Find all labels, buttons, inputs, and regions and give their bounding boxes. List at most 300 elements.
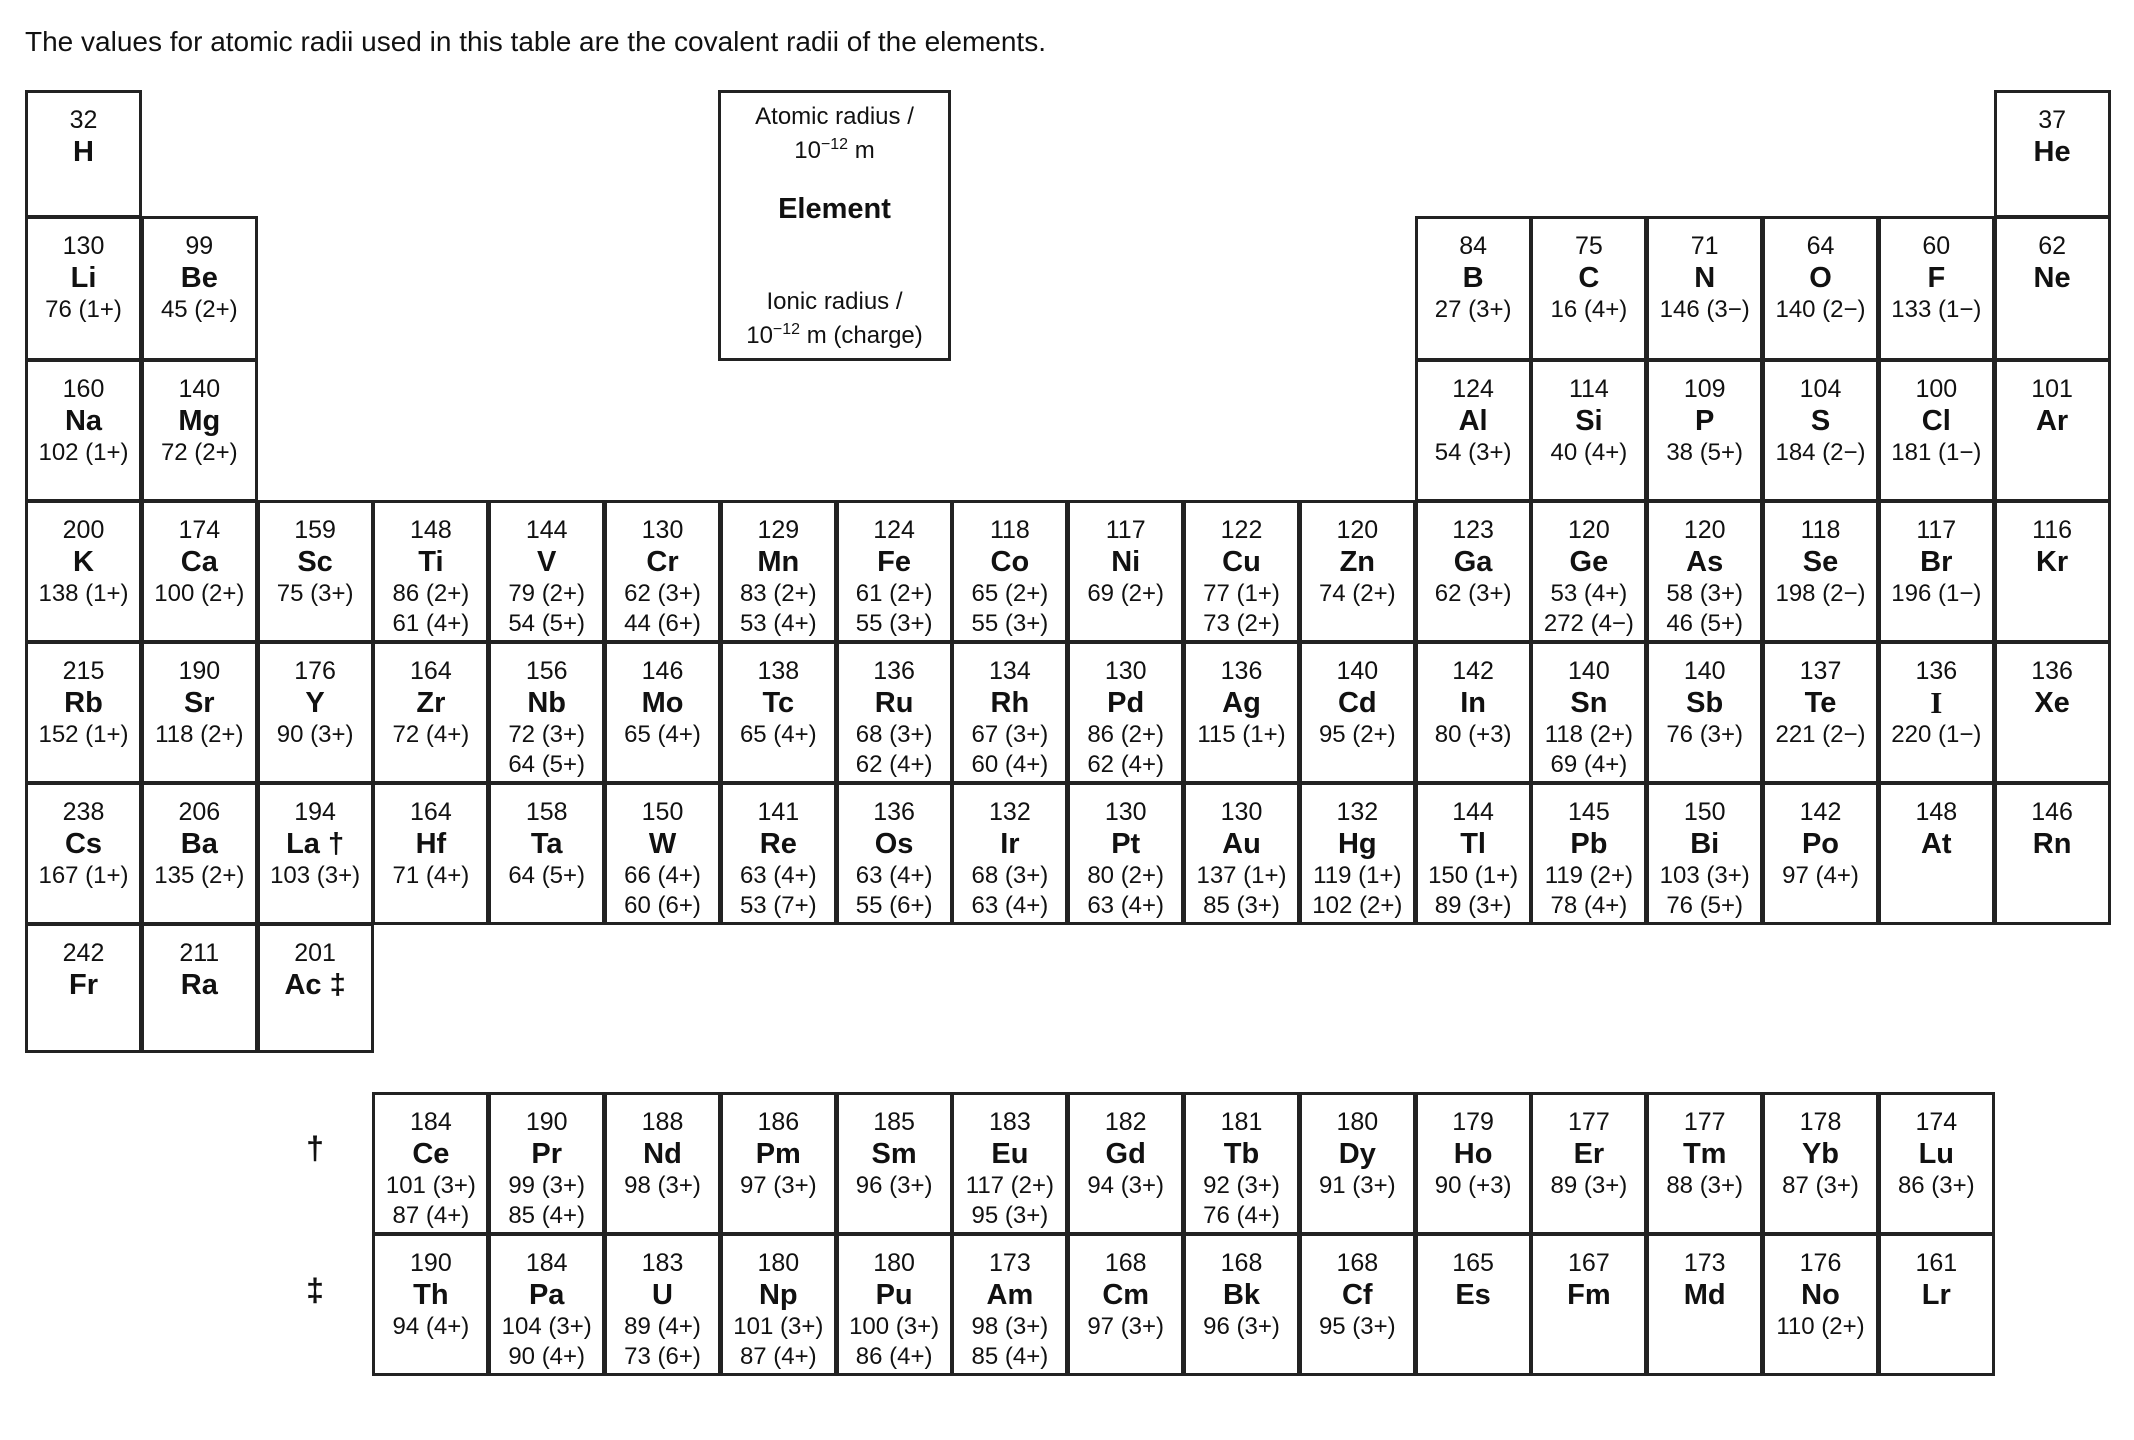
element-cell-pr <box>488 1092 605 1235</box>
ionic-radius: 88 (3+) <box>1666 1172 1744 1199</box>
element-symbol: Be <box>180 262 218 294</box>
ionic-radius: 85 (4+) <box>971 1343 1049 1370</box>
ionic-radius: 101 (3+) <box>733 1313 824 1340</box>
element-cell-al <box>1415 359 1532 502</box>
atomic-radius: 100 <box>1915 375 1958 403</box>
element-symbol: Pd <box>1107 687 1145 719</box>
ionic-radius: 89 (4+) <box>624 1313 701 1340</box>
ionic-radius: 68 (3+) <box>855 721 933 748</box>
element-symbol: Xe <box>2034 687 2070 719</box>
element-cell-mg <box>141 359 258 502</box>
atomic-radius: 114 <box>1568 375 1609 403</box>
element-cell-tm <box>1646 1092 1763 1235</box>
element-cell-sn <box>1530 641 1647 784</box>
ionic-radius: 65 (4+) <box>624 721 701 748</box>
element-symbol: Ho <box>1453 1138 1493 1170</box>
element-cell-ag <box>1183 641 1300 784</box>
element-cell-ta <box>488 782 605 925</box>
element-cell-hf <box>372 782 489 925</box>
ionic-radius: 61 (2+) <box>855 580 933 607</box>
ionic-radius: 119 (1+) <box>1313 862 1402 889</box>
ionic-radius: 65 (4+) <box>739 721 817 748</box>
element-cell-br <box>1878 500 1995 643</box>
element-cell-am <box>951 1233 1068 1376</box>
atomic-radius: 130 <box>1220 798 1263 826</box>
element-symbol: Bi <box>1690 828 1720 860</box>
element-symbol: C <box>1578 262 1600 294</box>
element-cell-po <box>1762 782 1879 925</box>
element-cell-tb <box>1183 1092 1300 1235</box>
atomic-radius: 124 <box>1452 375 1494 403</box>
element-symbol: Rh <box>990 687 1030 719</box>
ionic-radius: 63 (4+) <box>1087 892 1165 919</box>
element-cell-lu <box>1878 1092 1995 1235</box>
ionic-radius: 86 (2+) <box>1087 721 1165 748</box>
element-cell-si <box>1530 359 1647 502</box>
atomic-radius: 161 <box>1915 1249 1958 1277</box>
element-cell-as <box>1646 500 1763 643</box>
atomic-radius: 64 <box>1806 232 1835 260</box>
element-symbol: Ne <box>2033 262 2071 294</box>
element-cell-lr <box>1878 1233 1995 1376</box>
ionic-radius: 62 (4+) <box>1087 751 1165 778</box>
element-symbol: Pu <box>875 1279 913 1311</box>
element-cell-bi <box>1646 782 1763 925</box>
ionic-radius: 90 (3+) <box>276 721 354 748</box>
element-cell-ce <box>372 1092 489 1235</box>
element-symbol: Rb <box>64 687 103 719</box>
element-symbol: Tm <box>1682 1138 1727 1170</box>
ionic-radius: 221 (2−) <box>1775 721 1866 748</box>
atomic-radius: 146 <box>2031 798 2073 826</box>
element-symbol: Nb <box>527 687 567 719</box>
element-symbol: P <box>1695 405 1715 437</box>
element-symbol: Te <box>1804 687 1837 719</box>
ionic-radius: 60 (4+) <box>971 751 1049 778</box>
ionic-radius: 58 (3+) <box>1666 580 1744 607</box>
element-symbol: Ti <box>418 546 444 578</box>
ionic-radius: 68 (3+) <box>971 862 1049 889</box>
element-symbol: O <box>1809 262 1832 294</box>
element-symbol: Li <box>70 262 97 294</box>
element-cell-pa <box>488 1233 605 1376</box>
atomic-radius: 136 <box>873 798 915 826</box>
element-symbol: Tl <box>1460 828 1486 860</box>
atomic-radius: 144 <box>525 516 568 544</box>
ionic-radius: 76 (4+) <box>1203 1202 1280 1229</box>
ionic-radius: 90 (+3) <box>1434 1172 1512 1199</box>
element-cell-co <box>951 500 1068 643</box>
element-symbol: Gd <box>1105 1138 1146 1170</box>
element-cell-rh <box>951 641 1068 784</box>
atomic-radius: 129 <box>757 516 800 544</box>
ionic-radius: 69 (2+) <box>1087 580 1165 607</box>
element-symbol: K <box>73 546 94 578</box>
ionic-radius: 73 (6+) <box>624 1343 701 1370</box>
ionic-radius: 53 (4+) <box>1550 580 1628 607</box>
element-cell-cf <box>1299 1233 1416 1376</box>
element-cell-b <box>1415 216 1532 361</box>
element-symbol: Zn <box>1339 546 1376 578</box>
element-cell-mn <box>720 500 837 643</box>
ionic-radius: 72 (3+) <box>508 721 586 748</box>
atomic-radius: 180 <box>873 1249 915 1277</box>
ionic-radius: 196 (1−) <box>1891 580 1982 607</box>
element-symbol: Co <box>990 546 1030 578</box>
element-symbol: Cf <box>1341 1279 1373 1311</box>
element-symbol: Re <box>759 828 797 860</box>
ionic-radius: 97 (3+) <box>1087 1313 1165 1340</box>
element-cell-xe <box>1994 641 2111 784</box>
atomic-radius: 120 <box>1568 516 1610 544</box>
element-cell-pt <box>1067 782 1184 925</box>
element-symbol: At <box>1920 828 1952 860</box>
atomic-radius: 150 <box>641 798 684 826</box>
element-symbol: Al <box>1458 405 1488 437</box>
element-symbol: Fe <box>877 546 912 578</box>
element-symbol: B <box>1462 262 1484 294</box>
element-symbol: Pr <box>531 1138 562 1170</box>
element-symbol: Sc <box>297 546 333 578</box>
ionic-radius: 76 (1+) <box>45 296 122 323</box>
atomic-radius: 138 <box>757 657 800 685</box>
element-cell-h <box>25 90 142 218</box>
atomic-radius: 104 <box>1799 375 1842 403</box>
ionic-radius: 101 (3+) <box>385 1172 476 1199</box>
element-symbol: Si <box>1575 405 1603 437</box>
ionic-radius: 272 (4−) <box>1543 610 1634 637</box>
atomic-radius: 144 <box>1452 798 1494 826</box>
atomic-radius: 136 <box>1915 657 1958 685</box>
element-cell-os <box>836 782 953 925</box>
ionic-radius: 140 (2−) <box>1775 296 1866 323</box>
ionic-radius: 104 (3+) <box>501 1313 592 1340</box>
ionic-radius: 38 (5+) <box>1666 439 1744 466</box>
ionic-radius: 115 (1+) <box>1197 721 1286 748</box>
ionic-radius: 44 (6+) <box>624 610 701 637</box>
element-cell-s <box>1762 359 1879 502</box>
ionic-radius: 63 (4+) <box>971 892 1049 919</box>
atomic-radius: 160 <box>62 375 105 403</box>
element-symbol: Ni <box>1111 546 1141 578</box>
atomic-radius: 32 <box>69 106 98 134</box>
ionic-radius: 64 (5+) <box>508 751 586 778</box>
element-cell-ge <box>1530 500 1647 643</box>
element-symbol: Cr <box>646 546 679 578</box>
atomic-radius: 130 <box>641 516 684 544</box>
element-cell-cs <box>25 782 142 925</box>
element-cell-k <box>25 500 142 643</box>
atomic-radius: 148 <box>410 516 452 544</box>
atomic-radius: 176 <box>294 657 336 685</box>
lanthanide-mark: † <box>306 1130 324 1166</box>
element-symbol: Po <box>1801 828 1840 860</box>
element-cell-kr <box>1994 500 2111 643</box>
element-cell-gd <box>1067 1092 1184 1235</box>
ionic-radius: 90 (4+) <box>508 1343 586 1370</box>
ionic-radius: 40 (4+) <box>1550 439 1628 466</box>
intro-text: The values for atomic radii used in this table are the covalent radii of the elements. <box>25 26 1046 57</box>
element-cell-cd <box>1299 641 1416 784</box>
element-symbol: Md <box>1683 1279 1726 1311</box>
element-symbol: Ar <box>2035 405 2069 437</box>
atomic-radius: 117 <box>1105 516 1146 544</box>
atomic-radius: 183 <box>641 1249 684 1277</box>
element-symbol: Pa <box>528 1279 565 1311</box>
element-symbol: Br <box>1920 546 1953 578</box>
ionic-radius: 110 (2+) <box>1776 1313 1865 1340</box>
ionic-radius: 85 (3+) <box>1203 892 1280 919</box>
atomic-radius: 101 <box>2031 375 2073 403</box>
element-symbol: Hf <box>415 828 447 860</box>
atomic-radius: 124 <box>873 516 915 544</box>
element-cell-se <box>1762 500 1879 643</box>
atomic-radius: 109 <box>1683 375 1726 403</box>
element-cell-at <box>1878 782 1995 925</box>
ionic-radius: 89 (3+) <box>1550 1172 1628 1199</box>
atomic-radius: 200 <box>62 516 105 544</box>
ionic-radius: 198 (2−) <box>1775 580 1866 607</box>
element-cell-ho <box>1415 1092 1532 1235</box>
element-symbol: Er <box>1573 1138 1605 1170</box>
ionic-radius: 76 (5+) <box>1666 892 1744 919</box>
element-cell-ac <box>257 923 374 1053</box>
atomic-radius: 184 <box>410 1108 452 1136</box>
atomic-radius: 177 <box>1683 1108 1726 1136</box>
element-cell-pd <box>1067 641 1184 784</box>
ionic-radius: 76 (3+) <box>1666 721 1744 748</box>
element-symbol: In <box>1460 687 1486 719</box>
element-symbol: Lu <box>1918 1138 1955 1170</box>
ionic-radius: 27 (3+) <box>1434 296 1512 323</box>
ionic-radius: 102 (1+) <box>38 439 129 466</box>
ionic-radius: 137 (1+) <box>1196 862 1287 889</box>
ionic-radius: 117 (2+) <box>965 1172 1055 1199</box>
atomic-radius: 99 <box>185 232 214 260</box>
ionic-radius: 67 (3+) <box>971 721 1049 748</box>
element-cell-li <box>25 216 142 361</box>
atomic-radius: 168 <box>1104 1249 1147 1277</box>
ionic-radius: 91 (3+) <box>1318 1172 1396 1199</box>
element-cell-y <box>257 641 374 784</box>
atomic-radius: 242 <box>62 939 105 967</box>
element-cell-mo <box>604 641 721 784</box>
ionic-radius: 66 (4+) <box>624 862 701 889</box>
atomic-radius: 188 <box>641 1108 684 1136</box>
ionic-radius: 60 (6+) <box>624 892 701 919</box>
element-cell-p <box>1646 359 1763 502</box>
element-cell-f <box>1878 216 1995 361</box>
element-cell-dy <box>1299 1092 1416 1235</box>
atomic-radius: 130 <box>1104 657 1147 685</box>
element-cell-la <box>257 782 374 925</box>
element-cell-ba <box>141 782 258 925</box>
ionic-radius: 45 (2+) <box>160 296 238 323</box>
atomic-radius: 118 <box>1800 516 1841 544</box>
ionic-radius: 72 (2+) <box>160 439 238 466</box>
ionic-radius: 54 (5+) <box>508 610 586 637</box>
atomic-radius: 130 <box>62 232 105 260</box>
ionic-radius: 92 (3+) <box>1203 1172 1280 1199</box>
element-cell-ga <box>1415 500 1532 643</box>
element-symbol: Yb <box>1801 1138 1840 1170</box>
atomic-radius: 194 <box>294 798 336 826</box>
element-cell-re <box>720 782 837 925</box>
element-cell-es <box>1415 1233 1532 1376</box>
atomic-radius: 168 <box>1336 1249 1379 1277</box>
element-cell-ni <box>1067 500 1184 643</box>
ionic-radius: 135 (2+) <box>154 862 245 889</box>
element-symbol: Ba <box>180 828 218 860</box>
ionic-radius: 103 (3+) <box>1659 862 1750 889</box>
element-cell-tl <box>1415 782 1532 925</box>
atomic-radius: 136 <box>2031 657 2073 685</box>
atomic-radius: 145 <box>1568 798 1610 826</box>
atomic-radius: 117 <box>1916 516 1957 544</box>
element-cell-na <box>25 359 142 502</box>
element-cell-ru <box>836 641 953 784</box>
ionic-radius: 87 (3+) <box>1782 1172 1859 1199</box>
element-symbol: Cs <box>64 828 103 860</box>
atomic-radius: 158 <box>525 798 568 826</box>
element-cell-u <box>604 1233 721 1376</box>
element-cell-fm <box>1530 1233 1647 1376</box>
ionic-radius: 75 (3+) <box>276 580 354 607</box>
atomic-radius: 164 <box>410 798 452 826</box>
element-symbol: Fr <box>69 969 98 1001</box>
element-symbol: Tc <box>762 687 795 719</box>
atomic-radius: 167 <box>1568 1249 1610 1277</box>
ionic-radius: 78 (4+) <box>1550 892 1628 919</box>
element-cell-np <box>720 1233 837 1376</box>
atomic-radius: 142 <box>1452 657 1494 685</box>
element-symbol: Cl <box>1921 405 1951 437</box>
atomic-radius: 156 <box>525 657 568 685</box>
element-cell-o <box>1762 216 1879 361</box>
element-symbol: Au <box>1222 828 1261 860</box>
element-cell-pb <box>1530 782 1647 925</box>
atomic-radius: 37 <box>2038 106 2066 134</box>
ionic-radius: 89 (3+) <box>1434 892 1512 919</box>
key-atomic-label: Atomic radius / $10^{-12}$ m <box>755 103 914 164</box>
atomic-radius: 183 <box>989 1108 1031 1136</box>
element-symbol: Es <box>1455 1279 1491 1311</box>
element-symbol: W <box>648 828 677 860</box>
element-cell-th <box>372 1233 489 1376</box>
atomic-radius: 206 <box>178 798 221 826</box>
ionic-radius: 184 (2−) <box>1775 439 1866 466</box>
ionic-radius: 73 (2+) <box>1203 610 1280 637</box>
ionic-radius: 69 (4+) <box>1550 751 1628 778</box>
ionic-radius: 85 (4+) <box>508 1202 586 1229</box>
atomic-radius: 132 <box>989 798 1031 826</box>
ionic-radius: 16 (4+) <box>1550 296 1628 323</box>
element-symbol: F <box>1927 262 1946 294</box>
ionic-radius: 152 (1+) <box>38 721 129 748</box>
ionic-radius: 46 (5+) <box>1666 610 1744 637</box>
atomic-radius: 142 <box>1799 798 1842 826</box>
element-symbol: Ag <box>1222 687 1261 719</box>
ionic-radius: 53 (4+) <box>739 610 817 637</box>
atomic-radius: 140 <box>1336 657 1379 685</box>
element-symbol: Eu <box>991 1138 1029 1170</box>
atomic-radius: 159 <box>294 516 336 544</box>
atomic-radius: 215 <box>62 657 105 685</box>
element-symbol: Ir <box>1000 828 1020 860</box>
atomic-radius: 120 <box>1683 516 1726 544</box>
element-symbol: Ge <box>1569 546 1609 578</box>
ionic-radius: 167 (1+) <box>38 862 129 889</box>
element-cell-in <box>1415 641 1532 784</box>
ionic-radius: 98 (3+) <box>624 1172 701 1199</box>
element-cell-pm <box>720 1092 837 1235</box>
element-cell-au <box>1183 782 1300 925</box>
element-cell-eu <box>951 1092 1068 1235</box>
element-cell-nb <box>488 641 605 784</box>
atomic-radius: 211 <box>179 939 220 967</box>
element-symbol: S <box>1810 405 1831 437</box>
ionic-radius: 86 (2+) <box>392 580 470 607</box>
actinide-mark: ‡ <box>306 1272 324 1308</box>
element-symbol: As <box>1686 546 1724 578</box>
ionic-radius: 95 (3+) <box>971 1202 1049 1229</box>
atomic-radius: 75 <box>1574 232 1603 260</box>
atomic-radius: 177 <box>1568 1108 1610 1136</box>
ionic-radius: 102 (2+) <box>1312 892 1403 919</box>
ionic-radius: 118 (2+) <box>1544 721 1634 748</box>
element-symbol: Ga <box>1453 546 1493 578</box>
ionic-radius: 150 (1+) <box>1428 862 1519 889</box>
element-symbol: Hg <box>1337 828 1377 860</box>
key-element-label: Element <box>778 193 891 225</box>
element-symbol: Y <box>305 687 325 719</box>
element-cell-sm <box>836 1092 953 1235</box>
ionic-radius: 94 (4+) <box>392 1313 470 1340</box>
atomic-radius: 176 <box>1799 1249 1842 1277</box>
ionic-radius: 83 (2+) <box>739 580 817 607</box>
atomic-radius: 132 <box>1336 798 1379 826</box>
atomic-radius: 173 <box>989 1249 1031 1277</box>
key-ionic-label: Ionic radius / $10^{-12}$ m (charge) <box>746 288 923 349</box>
atomic-radius: 116 <box>2032 516 2073 544</box>
element-symbol: Na <box>64 405 103 437</box>
element-symbol: Ce <box>412 1138 450 1170</box>
element-symbol: Np <box>758 1279 798 1311</box>
atomic-radius: 180 <box>1336 1108 1379 1136</box>
element-cell-c <box>1530 216 1647 361</box>
element-cell-no <box>1762 1233 1879 1376</box>
ionic-radius: 98 (3+) <box>971 1313 1049 1340</box>
element-cell-er <box>1530 1092 1647 1235</box>
ionic-radius: 86 (3+) <box>1897 1172 1975 1199</box>
ionic-radius: 79 (2+) <box>508 580 586 607</box>
ionic-radius: 100 (2+) <box>154 580 245 607</box>
element-cell-sc <box>257 500 374 643</box>
ionic-radius: 94 (3+) <box>1087 1172 1165 1199</box>
element-cell-tc <box>720 641 837 784</box>
element-symbol: Sr <box>183 687 215 719</box>
element-symbol: Os <box>874 828 914 860</box>
element-symbol: Tb <box>1223 1138 1260 1170</box>
ionic-radius: 62 (3+) <box>624 580 701 607</box>
element-cell-he <box>1994 90 2111 218</box>
ionic-radius: 119 (2+) <box>1544 862 1634 889</box>
element-symbol: Ac ‡ <box>284 969 346 1001</box>
ionic-radius: 63 (4+) <box>739 862 817 889</box>
element-cell-sb <box>1646 641 1763 784</box>
element-symbol: I <box>1930 685 1943 720</box>
element-symbol: Cu <box>1222 546 1261 578</box>
